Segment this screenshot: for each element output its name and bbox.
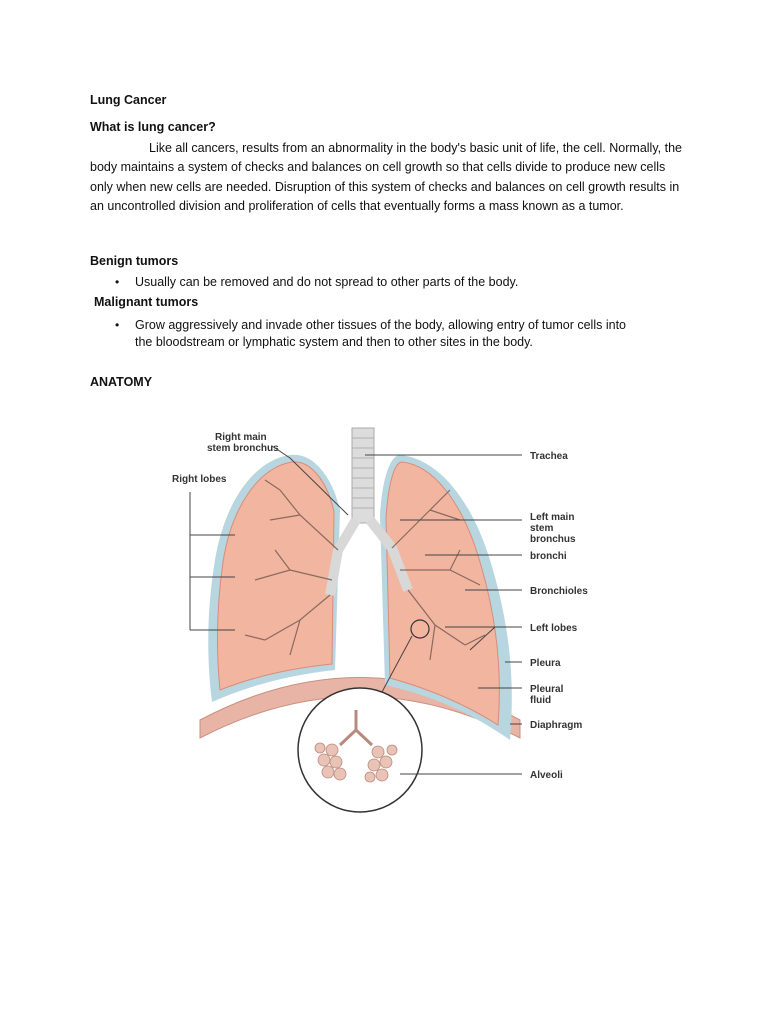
- anatomy-heading: ANATOMY: [90, 375, 153, 389]
- label-alveoli: Alveoli: [530, 770, 563, 781]
- intro-body: Normally, the body maintains a system of checks and balances on cell growth so that cells divide to produce new cells only when new cells are needed. Disruption of this system of checks and balances on cell growth results in an uncontrolled division and proliferation of cells that eventually forms a mass known as a tumor.: [90, 141, 682, 214]
- page-title: Lung Cancer: [90, 93, 167, 107]
- label-diaphragm: Diaphragm: [530, 720, 583, 731]
- bullet-icon: •: [115, 275, 120, 289]
- label-pleural-1: Pleural: [530, 684, 564, 695]
- label-bronchi: bronchi: [530, 551, 567, 562]
- label-left-main-3: bronchus: [530, 534, 576, 545]
- label-left-main-1: Left main: [530, 512, 575, 523]
- label-pleura: Pleura: [530, 658, 561, 669]
- label-left-lobes: Left lobes: [530, 623, 578, 634]
- trachea-shape: [352, 428, 374, 523]
- label-bronchioles: Bronchioles: [530, 586, 588, 597]
- label-right-main-1: Right main: [215, 432, 267, 443]
- label-right-main-2: stem bronchus: [207, 443, 279, 454]
- lung-anatomy-figure: [160, 420, 600, 820]
- malignant-bullet-text: Grow aggressively and invade other tissues of the body, allowing entry of tumor cells into the bloodstream or lymphatic system and then to other sites in the body.: [135, 318, 626, 349]
- lung-diagram: [160, 420, 600, 820]
- label-left-main-2: stem: [530, 523, 554, 534]
- bullet-icon: •: [115, 318, 120, 332]
- label-right-lobes: Right lobes: [172, 474, 227, 485]
- benign-bullet: [115, 274, 615, 291]
- label-trachea: Trachea: [530, 451, 568, 462]
- malignant-heading: Malignant tumors: [94, 295, 199, 309]
- intro-paragraph: [90, 139, 690, 217]
- malignant-bullet: [115, 317, 630, 351]
- label-pleural-2: fluid: [530, 695, 552, 706]
- benign-bullet-text: Usually can be removed and do not spread to other parts of the body.: [135, 275, 519, 289]
- benign-heading: Benign tumors: [90, 254, 179, 268]
- question-heading: What is lung cancer?: [90, 120, 216, 134]
- intro-line-1: Like all cancers, results from an abnormality in the body's basic unit of life, the cell.: [149, 141, 606, 155]
